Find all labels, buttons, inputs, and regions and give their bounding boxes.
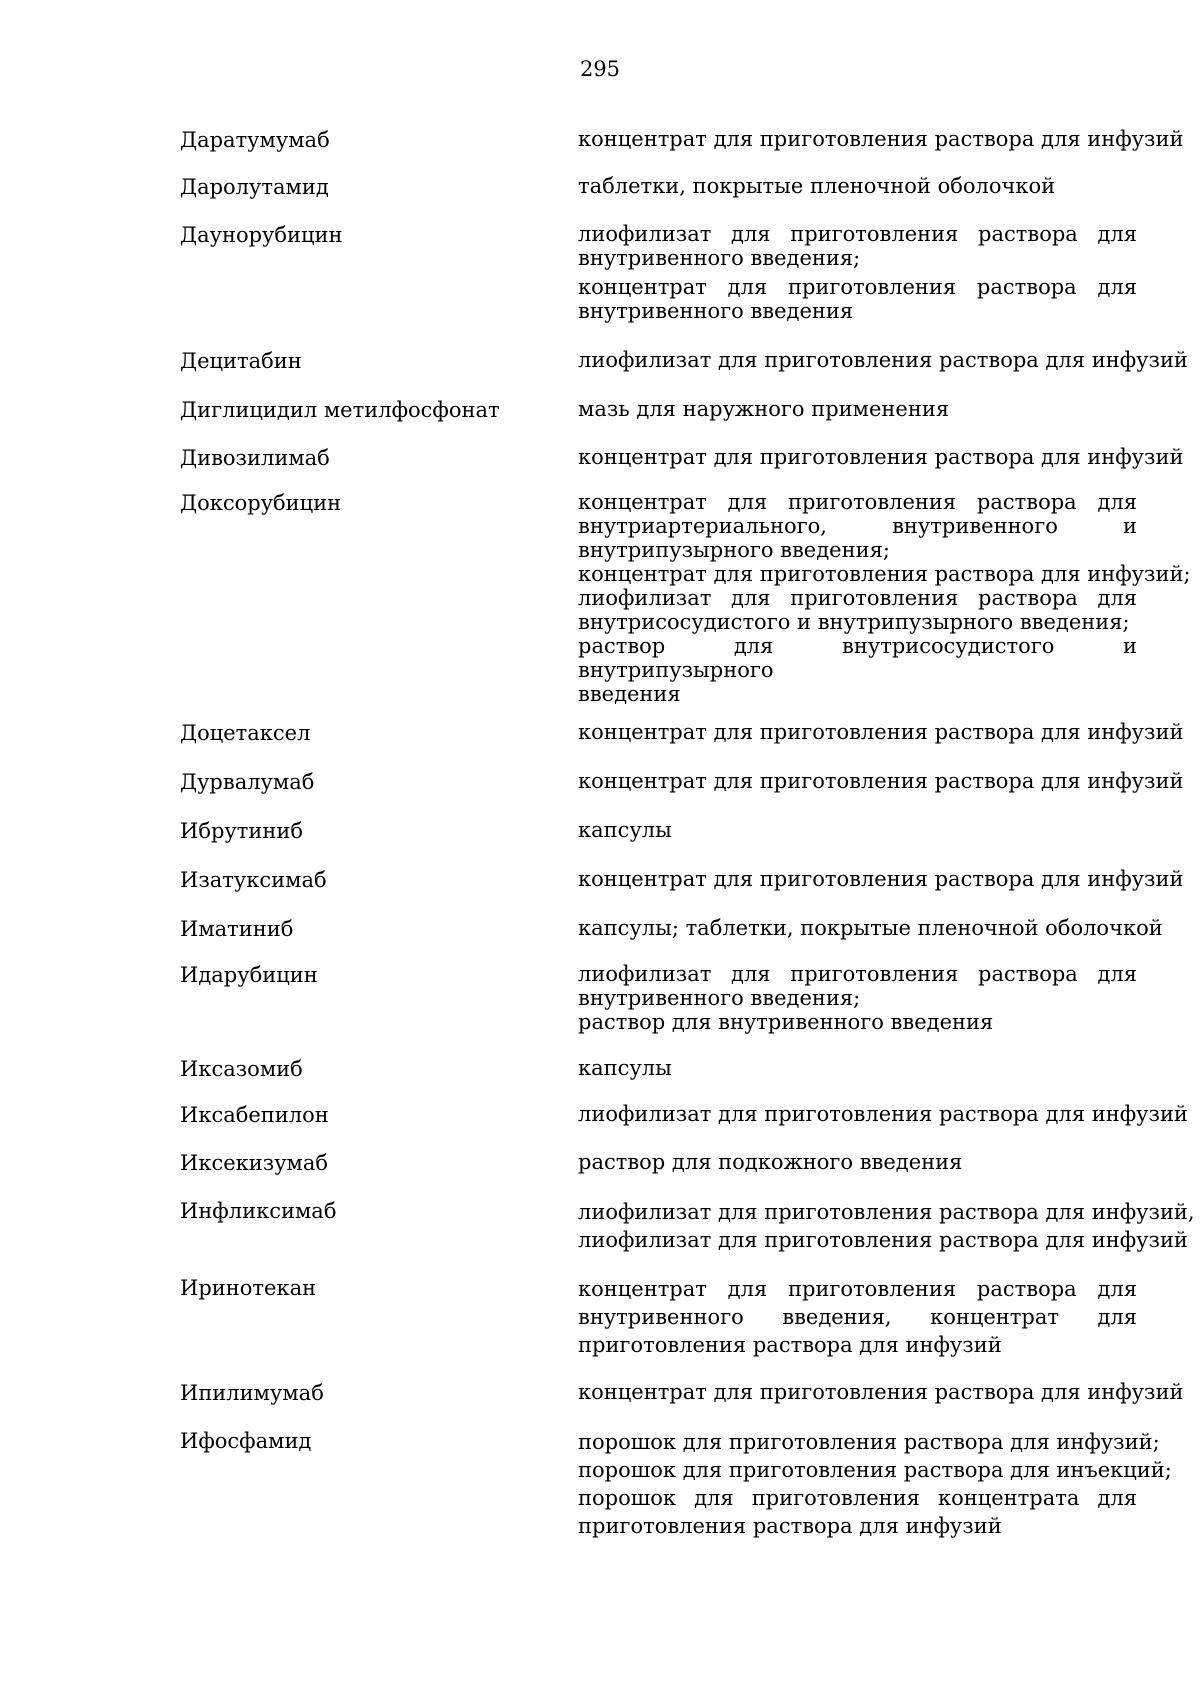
drug-name: Ифосфамид	[180, 1429, 312, 1453]
drug-name: Даролутамид	[180, 175, 329, 199]
drug-forms	[578, 397, 1137, 421]
form-line: раствор для подкожного введения	[578, 1150, 963, 1174]
form-line: лиофилизат для приготовления раствора для	[578, 962, 1137, 986]
drug-name: Иксазомиб	[180, 1057, 303, 1081]
form-line: лиофилизат для приготовления раствора для	[578, 586, 1137, 610]
form-line: внутривенного введения;	[578, 986, 861, 1010]
form-line: лиофилизат для приготовления раствора для инфузий	[578, 348, 1188, 372]
drug-forms	[578, 1056, 1137, 1080]
form-line: концентрат для приготовления раствора для инфузий	[578, 867, 1184, 891]
drug-forms	[578, 867, 1184, 891]
form-line: раствор для внутривенного введения	[578, 1010, 994, 1034]
form-line: капсулы; таблетки, покрытые пленочной оболочкой	[578, 916, 1163, 940]
drug-forms	[578, 445, 1184, 469]
drug-forms	[578, 962, 1137, 1034]
drug-name: Иматиниб	[180, 917, 294, 941]
form-line: концентрат для приготовления раствора для инфузий	[578, 769, 1184, 793]
form-line: внутривенного введения;	[578, 246, 861, 270]
form-line: концентрат для приготовления раствора для	[578, 275, 1137, 299]
form-line: внутривенного введения, концентрат для	[578, 1305, 1137, 1329]
form-line: порошок для приготовления раствора для инфузий;	[578, 1430, 1160, 1454]
drug-name: Идарубицин	[180, 963, 318, 987]
form-line: концентрат для приготовления раствора для инфузий	[578, 720, 1184, 744]
drug-forms	[578, 1102, 1188, 1126]
drug-name: Изатуксимаб	[180, 868, 327, 892]
form-line: порошок для приготовления раствора для инъекций;	[578, 1458, 1172, 1482]
drug-forms	[578, 174, 1137, 198]
form-line: концентрат для приготовления раствора для инфузий	[578, 127, 1184, 151]
form-line: таблетки, покрытые пленочной оболочкой	[578, 174, 1056, 198]
drug-forms	[578, 818, 1137, 842]
form-line: введения	[578, 682, 681, 706]
form-line: лиофилизат для приготовления раствора для инфузий	[578, 1228, 1188, 1252]
form-line: концентрат для приготовления раствора для инфузий	[578, 1380, 1184, 1404]
form-line: порошок для приготовления концентрата для	[578, 1486, 1137, 1510]
form-line: приготовления раствора для инфузий	[578, 1514, 1002, 1538]
form-line: раствор для внутрисосудистого и внутрипузырного	[578, 634, 1137, 682]
form-line: внутриартериального, внутривенного и	[578, 514, 1137, 538]
form-line: лиофилизат для приготовления раствора для инфузий,	[578, 1200, 1195, 1224]
form-line: капсулы	[578, 818, 672, 842]
drug-forms	[578, 1150, 1137, 1174]
drug-forms	[578, 769, 1184, 793]
drug-forms	[578, 348, 1188, 372]
drug-name: Даратумумаб	[180, 128, 330, 152]
drug-name: Иксекизумаб	[180, 1151, 329, 1175]
form-line: приготовления раствора для инфузий	[578, 1333, 1002, 1357]
drug-name: Иксабепилон	[180, 1103, 329, 1127]
drug-forms	[578, 222, 1137, 323]
form-line: концентрат для приготовления раствора для	[578, 1277, 1137, 1301]
form-line: концентрат для приготовления раствора для инфузий	[578, 445, 1184, 469]
drug-forms	[578, 916, 1163, 940]
drug-name: Доцетаксел	[180, 721, 311, 745]
drug-forms	[578, 127, 1184, 151]
form-line: капсулы	[578, 1056, 672, 1080]
form-line: концентрат для приготовления раствора для инфузий;	[578, 562, 1191, 586]
form-line: внутрисосудистого и внутрипузырного введения;	[578, 610, 1130, 634]
drug-name: Децитабин	[180, 349, 302, 373]
drug-name: Инфликсимаб	[180, 1199, 337, 1223]
drug-name: Даунорубицин	[180, 223, 343, 247]
form-line: лиофилизат для приготовления раствора для инфузий	[578, 1102, 1188, 1126]
form-line: концентрат для приготовления раствора для	[578, 490, 1137, 514]
form-line: внутрипузырного введения;	[578, 538, 890, 562]
form-line: внутривенного введения	[578, 299, 854, 323]
drug-forms	[578, 490, 1191, 706]
drug-name: Доксорубицин	[180, 491, 342, 515]
page-number: 295	[579, 57, 621, 81]
drug-name: Ибрутиниб	[180, 819, 304, 843]
drug-name: Дивозилимаб	[180, 446, 330, 470]
drug-forms	[578, 720, 1184, 744]
drug-name: Дурвалумаб	[180, 770, 315, 794]
drug-forms	[578, 1428, 1172, 1540]
form-line: мазь для наружного применения	[578, 397, 950, 421]
drug-name: Иринотекан	[180, 1276, 317, 1300]
drug-forms	[578, 1198, 1195, 1254]
drug-forms	[578, 1275, 1137, 1359]
form-line: лиофилизат для приготовления раствора для	[578, 222, 1137, 246]
drug-name: Ипилимумаб	[180, 1381, 324, 1405]
drug-forms	[578, 1380, 1184, 1404]
drug-name: Диглицидил метилфосфонат	[180, 398, 500, 422]
